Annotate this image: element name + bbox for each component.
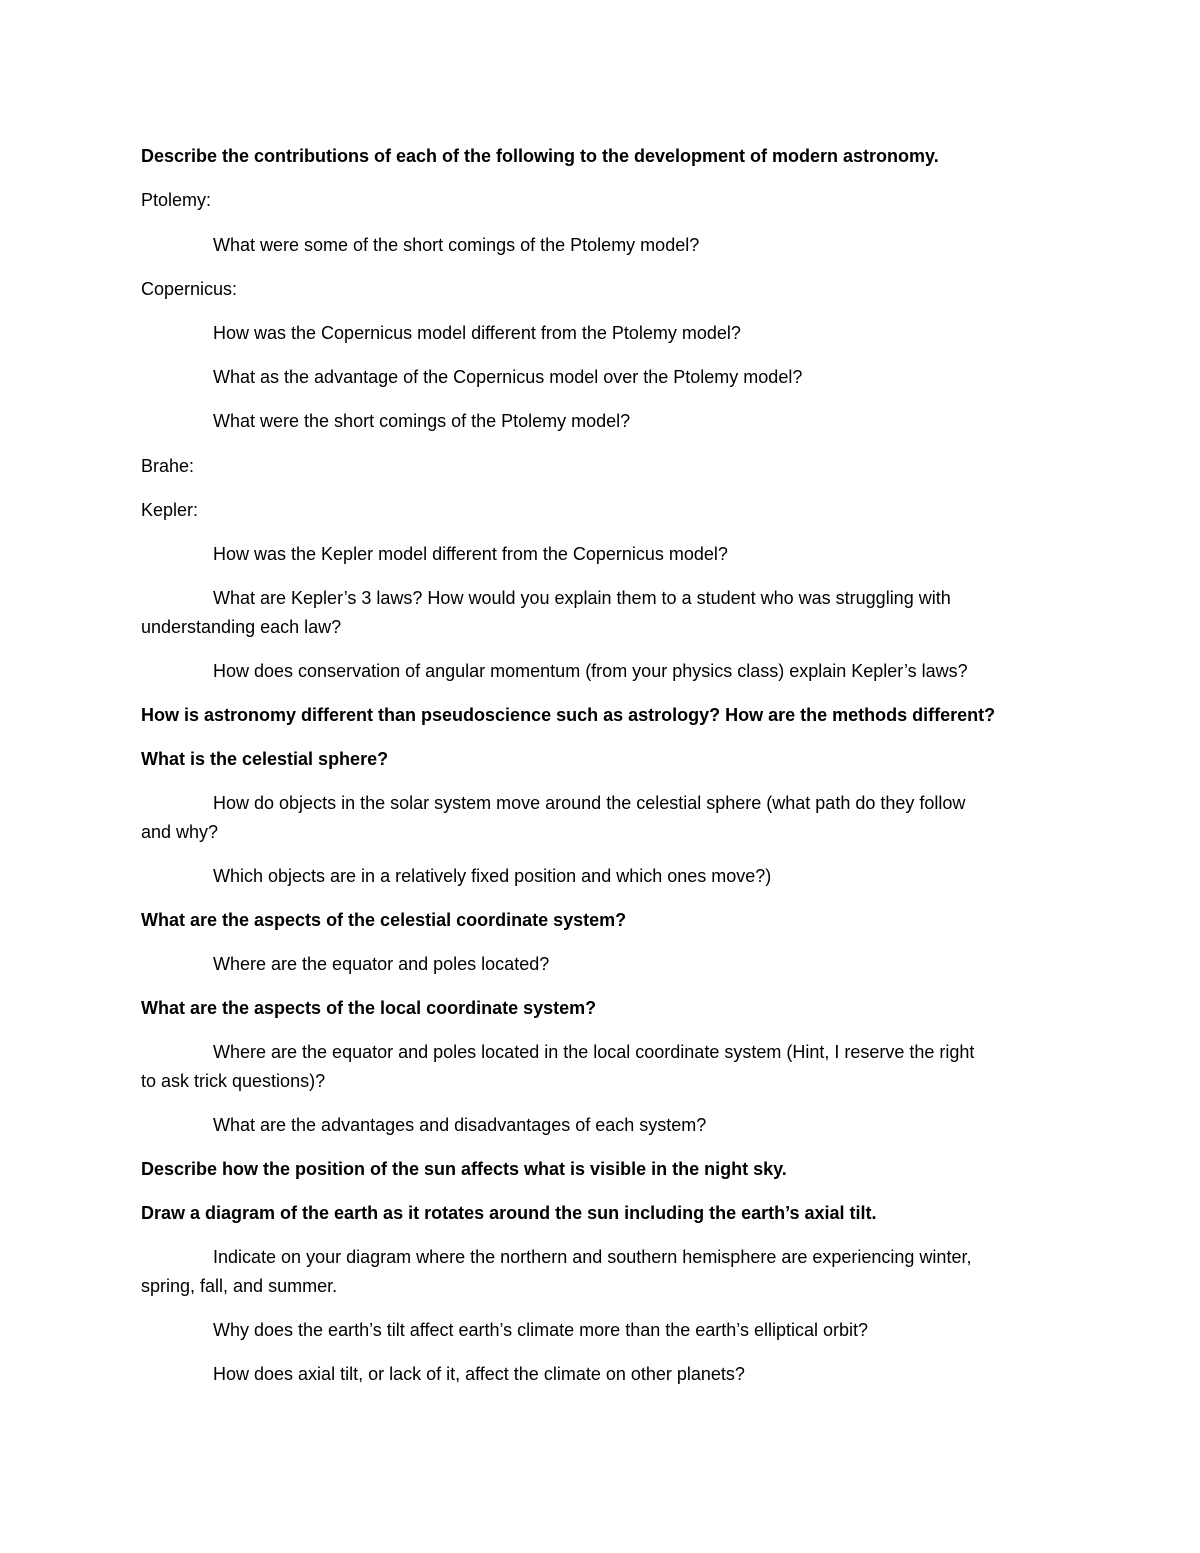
heading-contributions: Describe the contributions of each of the following to the development of modern astronomy.	[141, 146, 939, 166]
question-angular-momentum: How does conservation of angular momentum (from your physics class) explain Kepler’s laws?	[213, 661, 968, 681]
question-short-comings: What were the short comings of the Ptolemy model?	[213, 411, 631, 431]
question-ptolemy-shortcomings: What were some of the short comings of the Ptolemy model?	[213, 235, 700, 255]
heading-sun-position: Describe how the position of the sun affects what is visible in the night sky.	[141, 1159, 787, 1179]
question-solar-system-path-cont: and why?	[141, 822, 219, 842]
question-axial-tilt-planets: How does axial tilt, or lack of it, affect the climate on other planets?	[213, 1364, 745, 1384]
label-ptolemy: Ptolemy:	[141, 190, 212, 210]
question-fixed-position: Which objects are in a relatively fixed position and which ones move?)	[213, 866, 772, 886]
question-local-equator-poles: Where are the equator and poles located in the local coordinate system (Hint, I reserve the right	[213, 1042, 975, 1062]
question-tilt-climate: Why does the earth’s tilt affect earth’s climate more than the earth’s elliptical orbit?	[213, 1320, 869, 1340]
heading-celestial-coordinates: What are the aspects of the celestial coordinate system?	[141, 910, 627, 930]
question-kepler-laws-cont: understanding each law?	[141, 617, 342, 637]
question-hemisphere-seasons: Indicate on your diagram where the northern and southern hemisphere are experiencing winter,	[213, 1247, 972, 1267]
label-copernicus: Copernicus:	[141, 279, 238, 299]
question-local-equator-poles-cont: to ask trick questions)?	[141, 1071, 326, 1091]
label-brahe: Brahe:	[141, 456, 195, 476]
question-copernicus-difference: How was the Copernicus model different from the Ptolemy model?	[213, 323, 741, 343]
question-kepler-laws: What are Kepler’s 3 laws? How would you explain them to a student who was struggling with	[213, 588, 951, 608]
heading-local-coordinates: What are the aspects of the local coordinate system?	[141, 998, 597, 1018]
heading-celestial-sphere: What is the celestial sphere?	[141, 749, 389, 769]
label-kepler: Kepler:	[141, 500, 199, 520]
question-kepler-difference: How was the Kepler model different from the Copernicus model?	[213, 544, 728, 564]
question-hemisphere-seasons-cont: spring, fall, and summer.	[141, 1276, 338, 1296]
question-solar-system-path: How do objects in the solar system move around the celestial sphere (what path do they follow	[213, 793, 966, 813]
heading-draw-diagram: Draw a diagram of the earth as it rotates around the sun including the earth’s axial tilt.	[141, 1203, 877, 1223]
question-copernicus-advantage: What as the advantage of the Copernicus model over the Ptolemy model?	[213, 367, 803, 387]
question-advantages-disadvantages: What are the advantages and disadvantages of each system?	[213, 1115, 707, 1135]
heading-pseudoscience: How is astronomy different than pseudoscience such as astrology? How are the methods different?	[141, 705, 996, 725]
question-equator-poles: Where are the equator and poles located?	[213, 954, 550, 974]
